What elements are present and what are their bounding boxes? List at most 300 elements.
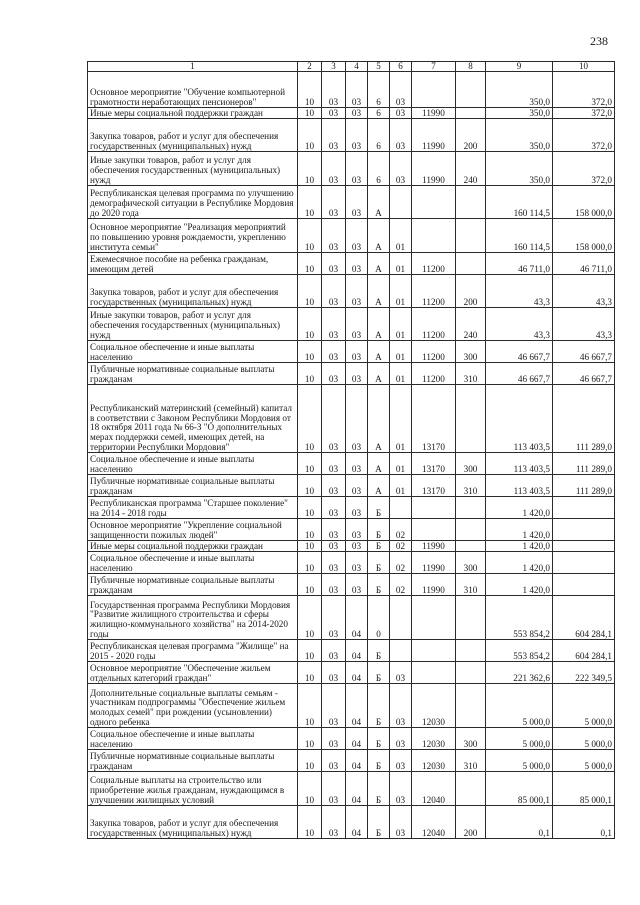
code-cell: 12040 <box>412 772 456 806</box>
row-name-cell: Государственная программа Республики Мордовия "Развитие жилищного строительства и сферы жилищно-коммунального хозяйства" на 2014-2020 годы <box>88 596 298 640</box>
code-cell: А <box>368 385 390 453</box>
code-cell <box>456 385 486 453</box>
code-cell: Б <box>368 662 390 684</box>
amount-cell: 158 000,0 <box>553 219 615 253</box>
code-cell: 01 <box>390 341 412 363</box>
amount-cell: 113 403,5 <box>486 475 553 497</box>
code-cell: 03 <box>322 662 346 684</box>
code-cell: А <box>368 341 390 363</box>
amount-cell: 111 289,0 <box>553 475 615 497</box>
table-row <box>88 186 615 219</box>
amount-cell: 5 000,0 <box>553 684 615 728</box>
code-cell: А <box>368 275 390 308</box>
table-row <box>88 497 615 519</box>
amount-cell: 222 349,5 <box>553 662 615 684</box>
column-header: 6 <box>390 62 412 72</box>
code-cell: А <box>368 453 390 475</box>
amount-cell: 111 289,0 <box>553 385 615 453</box>
code-cell: 10 <box>298 541 322 552</box>
column-header: 2 <box>298 62 322 72</box>
code-cell: 11200 <box>412 363 456 385</box>
code-cell: Б <box>368 541 390 552</box>
code-cell: А <box>368 475 390 497</box>
code-cell: А <box>368 308 390 341</box>
code-cell: 03 <box>346 308 368 341</box>
code-cell: 13170 <box>412 453 456 475</box>
code-cell: 03 <box>346 574 368 596</box>
code-cell: 300 <box>456 341 486 363</box>
row-name-cell: Социальное обеспечение и иные выплаты населению <box>88 552 298 574</box>
code-cell: 0 <box>368 596 390 640</box>
table-row <box>88 152 615 186</box>
code-cell: 200 <box>456 275 486 308</box>
amount-cell: 160 114,5 <box>486 219 553 253</box>
code-cell: 03 <box>346 72 368 108</box>
code-cell: 03 <box>346 453 368 475</box>
table-row <box>88 596 615 640</box>
code-cell: 11990 <box>412 574 456 596</box>
code-cell: 03 <box>346 219 368 253</box>
table-row <box>88 385 615 453</box>
row-name-cell: Публичные нормативные социальные выплаты гражданам <box>88 574 298 596</box>
code-cell: 03 <box>322 574 346 596</box>
code-cell <box>456 186 486 219</box>
code-cell: А <box>368 219 390 253</box>
amount-cell: 43,3 <box>486 308 553 341</box>
amount-cell: 553 854,2 <box>486 640 553 662</box>
code-cell: 01 <box>390 308 412 341</box>
code-cell <box>456 772 486 806</box>
code-cell: 03 <box>322 453 346 475</box>
code-cell: 12030 <box>412 684 456 728</box>
table-row <box>88 519 615 541</box>
code-cell: 03 <box>346 552 368 574</box>
code-cell: 10 <box>298 119 322 152</box>
code-cell <box>456 253 486 275</box>
code-cell: 03 <box>322 363 346 385</box>
code-cell: Б <box>368 552 390 574</box>
code-cell: Б <box>368 806 390 839</box>
code-cell: 03 <box>390 806 412 839</box>
code-cell: 04 <box>346 806 368 839</box>
row-name-cell: Закупка товаров, работ и услуг для обеспечения государственных (муниципальных) нужд <box>88 275 298 308</box>
code-cell: 03 <box>346 253 368 275</box>
table-row <box>88 541 615 552</box>
code-cell <box>412 596 456 640</box>
code-cell <box>456 640 486 662</box>
amount-cell: 46 667,7 <box>486 341 553 363</box>
amount-cell: 350,0 <box>486 72 553 108</box>
table-row <box>88 574 615 596</box>
row-name-cell: Дополнительные социальные выплаты семьям - участникам подпрограммы "Обеспечение жильем молодых семей" при рождении (усыновлении) одного ребенка <box>88 684 298 728</box>
amount-cell: 0,1 <box>486 806 553 839</box>
code-cell: 03 <box>322 275 346 308</box>
table-row <box>88 219 615 253</box>
code-cell: 03 <box>322 385 346 453</box>
code-cell: 03 <box>346 475 368 497</box>
amount-cell: 372,0 <box>553 152 615 186</box>
code-cell <box>456 541 486 552</box>
amount-cell: 372,0 <box>553 108 615 119</box>
table-row <box>88 475 615 497</box>
code-cell: 03 <box>346 519 368 541</box>
code-cell: 6 <box>368 108 390 119</box>
code-cell: 11990 <box>412 541 456 552</box>
code-cell: 03 <box>322 253 346 275</box>
code-cell: 03 <box>346 497 368 519</box>
code-cell: 04 <box>346 684 368 728</box>
code-cell: 300 <box>456 552 486 574</box>
code-cell: 04 <box>346 750 368 772</box>
code-cell: 03 <box>390 750 412 772</box>
amount-cell: 350,0 <box>486 108 553 119</box>
amount-cell: 43,3 <box>486 275 553 308</box>
code-cell: 03 <box>390 119 412 152</box>
code-cell: 03 <box>322 308 346 341</box>
code-cell <box>456 596 486 640</box>
code-cell: 10 <box>298 750 322 772</box>
code-cell: А <box>368 253 390 275</box>
column-header: 1 <box>88 62 298 72</box>
code-cell: 11200 <box>412 275 456 308</box>
code-cell: Б <box>368 750 390 772</box>
row-name-cell: Основное мероприятие "Укрепление социальной защищенности пожилых людей" <box>88 519 298 541</box>
amount-cell: 221 362,6 <box>486 662 553 684</box>
row-name-cell: Публичные нормативные социальные выплаты гражданам <box>88 363 298 385</box>
code-cell: 03 <box>346 363 368 385</box>
code-cell: 03 <box>322 186 346 219</box>
table-row <box>88 728 615 750</box>
code-cell: 13170 <box>412 475 456 497</box>
code-cell: 240 <box>456 152 486 186</box>
row-name-cell: Республиканская программа "Старшее поколение" на 2014 - 2018 годы <box>88 497 298 519</box>
code-cell: 03 <box>322 806 346 839</box>
code-cell: 10 <box>298 552 322 574</box>
column-header: 7 <box>412 62 456 72</box>
code-cell: 10 <box>298 662 322 684</box>
code-cell: 03 <box>322 497 346 519</box>
column-header: 3 <box>322 62 346 72</box>
code-cell: 03 <box>322 772 346 806</box>
row-name-cell: Социальные выплаты на строительство или приобретение жилья гражданам, нуждающимся в улучшении жилищных условий <box>88 772 298 806</box>
code-cell <box>412 640 456 662</box>
code-cell: 03 <box>346 119 368 152</box>
code-cell: 10 <box>298 219 322 253</box>
row-name-cell: Республиканская целевая программа по улучшению демографической ситуации в Республике Мордовия до 2020 года <box>88 186 298 219</box>
amount-cell: 350,0 <box>486 152 553 186</box>
code-cell: 03 <box>390 772 412 806</box>
code-cell: 03 <box>390 108 412 119</box>
amount-cell: 43,3 <box>553 275 615 308</box>
amount-cell: 5 000,0 <box>486 728 553 750</box>
code-cell: 03 <box>346 186 368 219</box>
code-cell: 01 <box>390 453 412 475</box>
code-cell: 10 <box>298 806 322 839</box>
table-row <box>88 108 615 119</box>
code-cell: 03 <box>346 541 368 552</box>
code-cell: 6 <box>368 152 390 186</box>
row-name-cell: Республиканская целевая программа "Жилище" на 2015 - 2020 годы <box>88 640 298 662</box>
row-name-cell: Иные закупки товаров, работ и услуг для обеспечения государственных (муниципальных) нужд <box>88 308 298 341</box>
code-cell <box>456 662 486 684</box>
amount-cell <box>553 552 615 574</box>
code-cell: 11200 <box>412 308 456 341</box>
code-cell: 01 <box>390 253 412 275</box>
code-cell: 03 <box>346 385 368 453</box>
row-name-cell: Иные закупки товаров, работ и услуг для обеспечения государственных (муниципальных) нужд <box>88 152 298 186</box>
code-cell <box>412 186 456 219</box>
code-cell: 03 <box>322 640 346 662</box>
code-cell: 10 <box>298 519 322 541</box>
code-cell: 04 <box>346 662 368 684</box>
code-cell: 310 <box>456 475 486 497</box>
row-name-cell: Основное мероприятие "Обеспечение жильем отдельных категорий граждан" <box>88 662 298 684</box>
code-cell <box>412 662 456 684</box>
table-row <box>88 806 615 839</box>
amount-cell: 1 420,0 <box>486 552 553 574</box>
code-cell: 02 <box>390 552 412 574</box>
code-cell: 03 <box>390 72 412 108</box>
code-cell: 10 <box>298 152 322 186</box>
code-cell: 03 <box>322 684 346 728</box>
code-cell: 03 <box>322 552 346 574</box>
amount-cell: 46 667,7 <box>553 341 615 363</box>
code-cell: Б <box>368 684 390 728</box>
code-cell: А <box>368 363 390 385</box>
table-row <box>88 253 615 275</box>
code-cell <box>456 497 486 519</box>
amount-cell: 1 420,0 <box>486 541 553 552</box>
table-row <box>88 552 615 574</box>
amount-cell: 553 854,2 <box>486 596 553 640</box>
code-cell: 300 <box>456 453 486 475</box>
code-cell: 10 <box>298 253 322 275</box>
code-cell: 10 <box>298 684 322 728</box>
code-cell: 03 <box>346 152 368 186</box>
amount-cell: 0,1 <box>553 806 615 839</box>
code-cell: 03 <box>322 219 346 253</box>
row-name-cell: Публичные нормативные социальные выплаты гражданам <box>88 750 298 772</box>
amount-cell: 46 711,0 <box>486 253 553 275</box>
column-header: 9 <box>486 62 553 72</box>
code-cell: 12040 <box>412 806 456 839</box>
row-name-cell: Республиканский материнский (семейный) капитал в соответствии с Законом Республики Мордовия от 18 октября 2011 года № 66-З "О дополнительных мерах поддержки семей, имеющих детей, на территории Республики Мордовия" <box>88 385 298 453</box>
amount-cell: 46 711,0 <box>553 253 615 275</box>
code-cell: 01 <box>390 219 412 253</box>
amount-cell: 85 000,1 <box>486 772 553 806</box>
column-header: 4 <box>346 62 368 72</box>
code-cell: 12030 <box>412 728 456 750</box>
code-cell <box>456 108 486 119</box>
code-cell: 01 <box>390 363 412 385</box>
row-name-cell: Ежемесячное пособие на ребенка гражданам, имеющим детей <box>88 253 298 275</box>
code-cell: 04 <box>346 640 368 662</box>
table-row <box>88 684 615 728</box>
code-cell: 03 <box>390 662 412 684</box>
amount-cell: 5 000,0 <box>486 684 553 728</box>
code-cell: 02 <box>390 519 412 541</box>
row-name-cell: Социальное обеспечение и иные выплаты населению <box>88 453 298 475</box>
table-row <box>88 341 615 363</box>
code-cell: 02 <box>390 574 412 596</box>
code-cell: 10 <box>298 453 322 475</box>
code-cell: 10 <box>298 108 322 119</box>
amount-cell: 160 114,5 <box>486 186 553 219</box>
code-cell: 13170 <box>412 385 456 453</box>
code-cell: 03 <box>322 341 346 363</box>
code-cell: 10 <box>298 186 322 219</box>
table-row <box>88 363 615 385</box>
code-cell: 03 <box>322 596 346 640</box>
amount-cell: 604 284,1 <box>553 640 615 662</box>
amount-cell: 5 000,0 <box>553 750 615 772</box>
code-cell: 03 <box>346 341 368 363</box>
code-cell: 11200 <box>412 253 456 275</box>
code-cell <box>412 219 456 253</box>
code-cell: 10 <box>298 475 322 497</box>
row-name-cell: Иные меры социальной поддержки граждан <box>88 108 298 119</box>
code-cell: 10 <box>298 341 322 363</box>
code-cell <box>412 497 456 519</box>
table-header-row <box>88 62 615 72</box>
code-cell: 04 <box>346 772 368 806</box>
amount-cell: 158 000,0 <box>553 186 615 219</box>
table-row <box>88 72 615 108</box>
amount-cell <box>553 574 615 596</box>
code-cell: 03 <box>390 728 412 750</box>
amount-cell: 113 403,5 <box>486 453 553 475</box>
code-cell: 300 <box>456 728 486 750</box>
code-cell: Б <box>368 519 390 541</box>
amount-cell: 1 420,0 <box>486 574 553 596</box>
amount-cell: 372,0 <box>553 119 615 152</box>
amount-cell: 85 000,1 <box>553 772 615 806</box>
code-cell: 11990 <box>412 119 456 152</box>
table-row <box>88 308 615 341</box>
code-cell <box>456 684 486 728</box>
code-cell <box>390 596 412 640</box>
code-cell: 03 <box>322 519 346 541</box>
code-cell: 03 <box>322 119 346 152</box>
amount-cell: 1 420,0 <box>486 519 553 541</box>
code-cell: 10 <box>298 728 322 750</box>
row-name-cell: Основное мероприятие "Реализация мероприятий по повышению уровня рождаемости, укреплению института семьи" <box>88 219 298 253</box>
amount-cell <box>553 519 615 541</box>
code-cell: 6 <box>368 119 390 152</box>
code-cell: 03 <box>322 750 346 772</box>
code-cell: 11200 <box>412 341 456 363</box>
table-row <box>88 275 615 308</box>
amount-cell <box>553 497 615 519</box>
column-header: 10 <box>553 62 615 72</box>
row-name-cell: Закупка товаров, работ и услуг для обеспечения государственных (муниципальных) нужд <box>88 119 298 152</box>
code-cell: 10 <box>298 72 322 108</box>
row-name-cell: Публичные нормативные социальные выплаты гражданам <box>88 475 298 497</box>
code-cell <box>390 186 412 219</box>
code-cell: 240 <box>456 308 486 341</box>
amount-cell: 1 420,0 <box>486 497 553 519</box>
code-cell: 03 <box>322 152 346 186</box>
budget-table <box>87 61 615 839</box>
code-cell: 11990 <box>412 552 456 574</box>
code-cell: 01 <box>390 275 412 308</box>
code-cell: 310 <box>456 574 486 596</box>
code-cell: 310 <box>456 750 486 772</box>
row-name-cell: Социальное обеспечение и иные выплаты населению <box>88 728 298 750</box>
code-cell: Б <box>368 574 390 596</box>
code-cell: 10 <box>298 497 322 519</box>
code-cell: 01 <box>390 475 412 497</box>
code-cell: 6 <box>368 72 390 108</box>
code-cell <box>456 72 486 108</box>
code-cell: 03 <box>322 108 346 119</box>
code-cell <box>412 519 456 541</box>
code-cell <box>390 497 412 519</box>
code-cell: 200 <box>456 119 486 152</box>
code-cell: 03 <box>322 72 346 108</box>
code-cell: 11990 <box>412 108 456 119</box>
table-row <box>88 750 615 772</box>
row-name-cell: Основное мероприятие "Обучение компьютерной грамотности неработающих пенсионеров" <box>88 72 298 108</box>
row-name-cell: Иные меры социальной поддержки граждан <box>88 541 298 552</box>
code-cell: 03 <box>322 728 346 750</box>
table-row <box>88 640 615 662</box>
code-cell: 10 <box>298 275 322 308</box>
code-cell: Б <box>368 497 390 519</box>
amount-cell: 46 667,7 <box>553 363 615 385</box>
code-cell <box>412 72 456 108</box>
amount-cell: 43,3 <box>553 308 615 341</box>
table-row <box>88 119 615 152</box>
code-cell <box>456 219 486 253</box>
code-cell <box>456 519 486 541</box>
code-cell: Б <box>368 728 390 750</box>
code-cell: 03 <box>390 684 412 728</box>
column-header: 8 <box>456 62 486 72</box>
code-cell: 310 <box>456 363 486 385</box>
row-name-cell: Социальное обеспечение и иные выплаты населению <box>88 341 298 363</box>
code-cell: 04 <box>346 728 368 750</box>
code-cell: 01 <box>390 385 412 453</box>
code-cell: 10 <box>298 385 322 453</box>
code-cell: 11990 <box>412 152 456 186</box>
code-cell: А <box>368 186 390 219</box>
code-cell: 03 <box>322 475 346 497</box>
code-cell: 04 <box>346 596 368 640</box>
code-cell: 200 <box>456 806 486 839</box>
amount-cell: 604 284,1 <box>553 596 615 640</box>
table-body <box>88 72 615 839</box>
code-cell: Б <box>368 772 390 806</box>
code-cell: 10 <box>298 640 322 662</box>
code-cell: 03 <box>346 275 368 308</box>
amount-cell: 113 403,5 <box>486 385 553 453</box>
amount-cell: 372,0 <box>553 72 615 108</box>
code-cell: 10 <box>298 574 322 596</box>
code-cell: Б <box>368 640 390 662</box>
code-cell: 03 <box>322 541 346 552</box>
code-cell: 10 <box>298 363 322 385</box>
code-cell: 12030 <box>412 750 456 772</box>
amount-cell: 350,0 <box>486 119 553 152</box>
page-number: 238 <box>590 34 608 48</box>
code-cell: 03 <box>390 152 412 186</box>
code-cell: 10 <box>298 308 322 341</box>
code-cell <box>390 640 412 662</box>
table-row <box>88 662 615 684</box>
column-header: 5 <box>368 62 390 72</box>
code-cell: 10 <box>298 772 322 806</box>
